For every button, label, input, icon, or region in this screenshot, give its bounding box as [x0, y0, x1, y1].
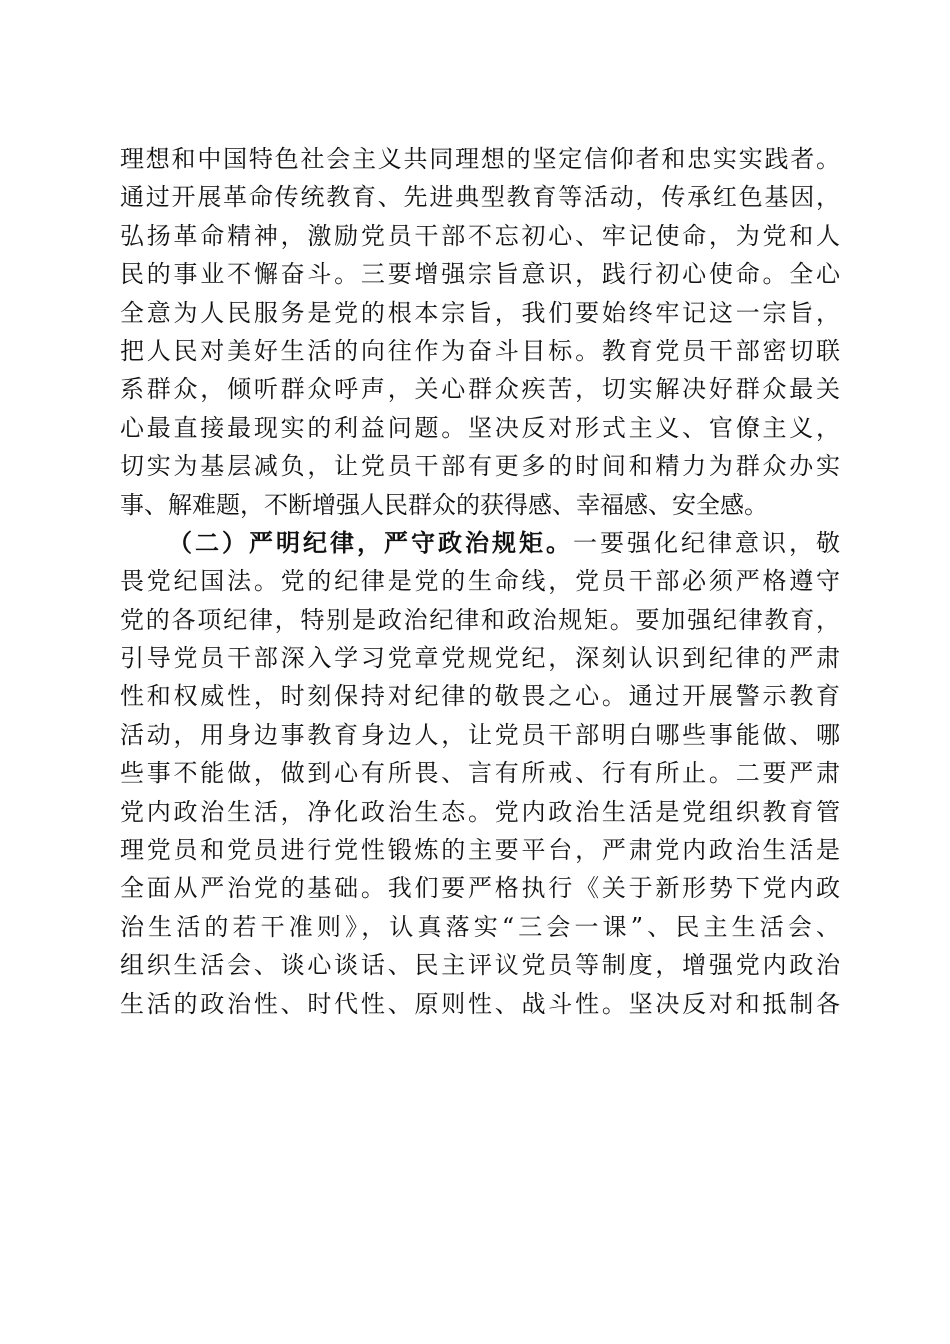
- text-line: 引导党员干部深入学习党章党规党纪，深刻认识到纪律的严肃: [120, 644, 840, 673]
- text-line: 组织生活会、谈心谈话、民主评议党员等制度，增强党内政治: [120, 951, 840, 980]
- text-line: 性和权威性，时刻保持对纪律的敬畏之心。通过开展警示教育: [120, 682, 840, 711]
- text-line: 理想和中国特色社会主义共同理想的坚定信仰者和忠实实践者。: [120, 145, 840, 173]
- text-line: 党内政治生活，净化政治生态。党内政治生活是党组织教育管: [120, 797, 840, 826]
- text-line: 畏党纪国法。党的纪律是党的生命线，党员干部必须严格遵守: [120, 567, 840, 596]
- text-line: 切实为基层减负，让党员干部有更多的时间和精力为群众办实: [120, 452, 840, 481]
- section-heading: （二）严明纪律，严守政治规矩。: [168, 527, 573, 557]
- text-line: 活动，用身边事教育身边人，让党员干部明白哪些事能做、哪: [120, 720, 840, 749]
- text-line: 治生活的若干准则》，认真落实“三会一课”、民主生活会、: [120, 912, 840, 941]
- heading-line-rest: 一要强化纪律意识，敬: [573, 528, 840, 557]
- text-line: 理党员和党员进行党性锻炼的主要平台，严肃党内政治生活是: [120, 836, 840, 865]
- text-line: 党的各项纪律，特别是政治纪律和政治规矩。要加强纪律教育，: [120, 605, 840, 634]
- text-line: 全意为人民服务是党的根本宗旨，我们要始终牢记这一宗旨，: [120, 298, 840, 327]
- text-line: 事、解难题，不断增强人民群众的获得感、幸福感、安全感。: [120, 490, 768, 519]
- text-line: 弘扬革命精神，激励党员干部不忘初心、牢记使命，为党和人: [120, 221, 840, 250]
- section-heading-line: [120, 524, 840, 562]
- text-line: 系群众，倾听群众呼声，关心群众疾苦，切实解决好群众最关: [120, 375, 840, 404]
- text-line: 把人民对美好生活的向往作为奋斗目标。教育党员干部密切联: [120, 336, 840, 365]
- text-line: 全面从严治党的基础。我们要严格执行《关于新形势下党内政: [120, 874, 840, 903]
- text-line: 通过开展革命传统教育、先进典型教育等活动，传承红色基因，: [120, 183, 840, 212]
- text-line: 些事不能做，做到心有所畏、言有所戒、行有所止。二要严肃: [120, 759, 840, 788]
- text-line: 心最直接最现实的利益问题。坚决反对形式主义、官僚主义，: [120, 413, 840, 442]
- body-text: [120, 140, 840, 1023]
- text-line: 生活的政治性、时代性、原则性、战斗性。坚决反对和抵制各: [120, 989, 840, 1018]
- text-line: 民的事业不懈奋斗。三要增强宗旨意识，践行初心使命。全心: [120, 260, 840, 289]
